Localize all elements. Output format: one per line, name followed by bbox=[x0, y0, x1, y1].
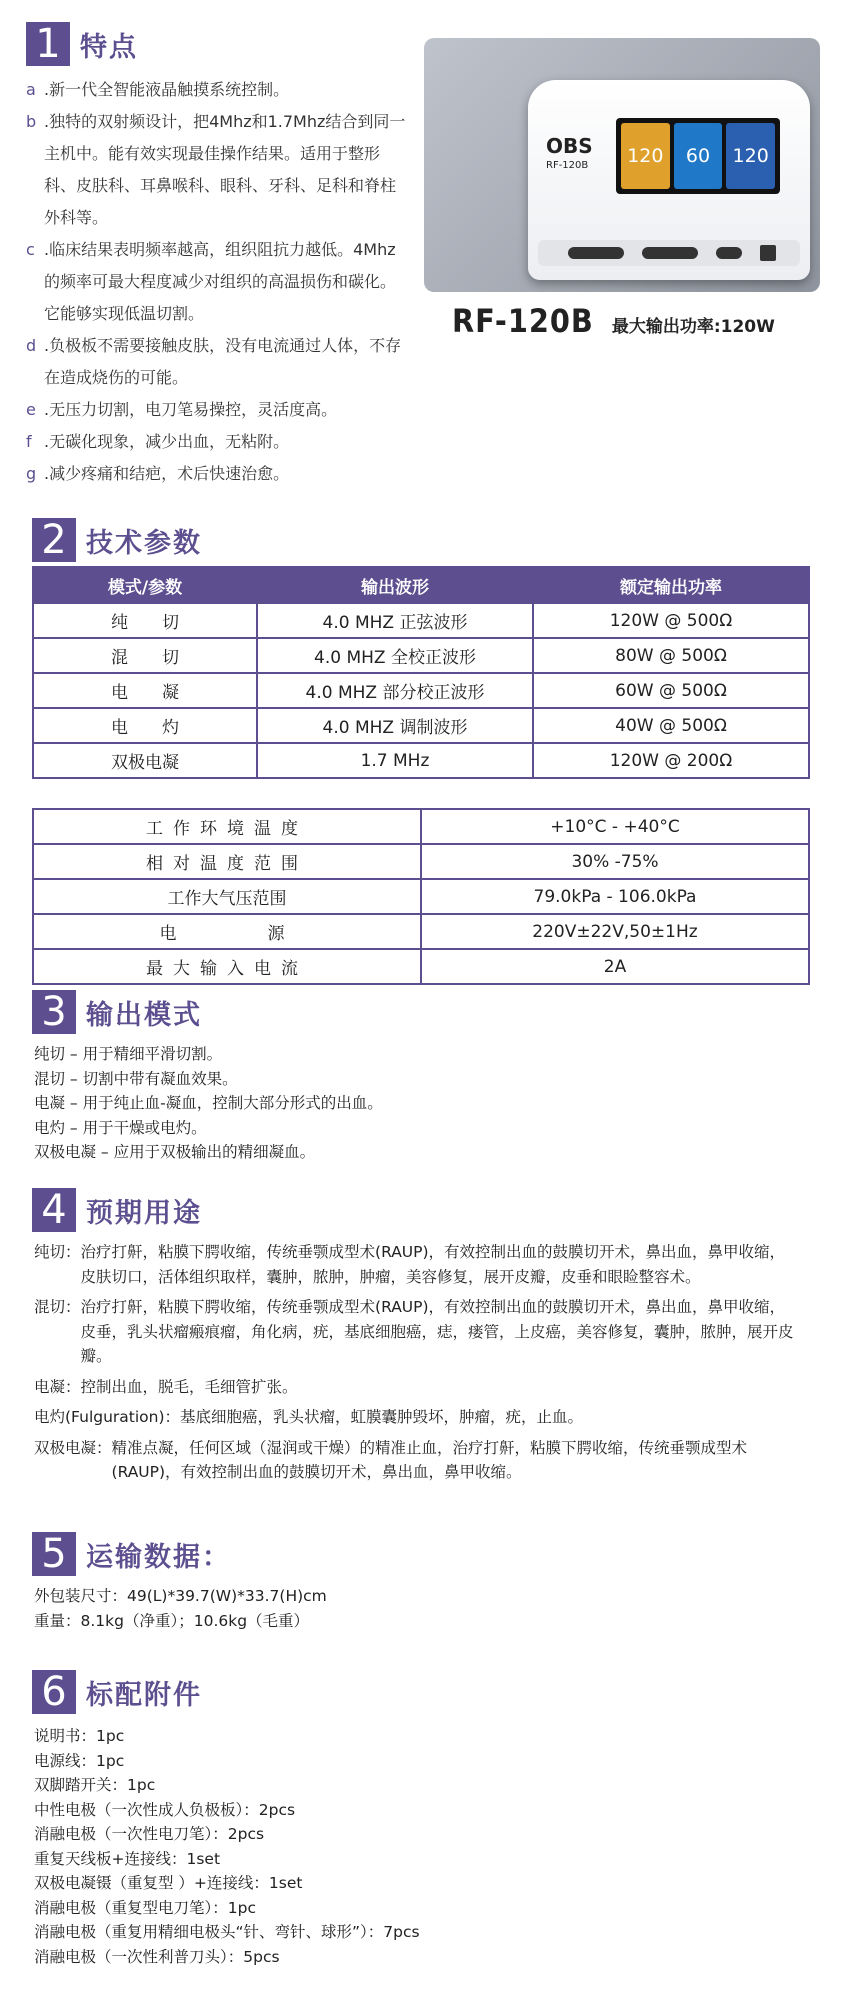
table-cell: 电 灼 bbox=[33, 708, 257, 743]
list-item: 双极电凝镊（重复型 ）+连接线：1set bbox=[34, 1874, 303, 1892]
brand-logo: OBS bbox=[546, 134, 593, 158]
list-item bbox=[34, 1240, 798, 1289]
table-cell: 40W @ 500Ω bbox=[533, 708, 809, 743]
feature-text: .临床结果表明频率越高，组织阻抗力越低。4Mhz的频率可最大程度减少对组织的高温损伤和碳化。它能够实现低温切割。 bbox=[44, 240, 397, 323]
table-cell: 60W @ 500Ω bbox=[533, 673, 809, 708]
section-number: 6 bbox=[32, 1670, 76, 1714]
section-1-header bbox=[26, 22, 138, 66]
use-text: 精准点凝，任何区域（湿润或干燥）的精准止血，治疗打鼾，粘膜下腭收缩，传统垂颚成型术(RAUP)，有效控制出血的鼓膜切开术，鼻出血，鼻甲收缩。 bbox=[111, 1438, 748, 1481]
feature-text: .负极板不需要接触皮肤，没有电流通过人体，不存在造成烧伤的可能。 bbox=[44, 336, 402, 387]
section-number: 1 bbox=[26, 22, 70, 66]
use-label: 纯切： bbox=[34, 1243, 81, 1261]
socket bbox=[716, 247, 742, 259]
table-cell: 电 凝 bbox=[33, 673, 257, 708]
list-item: 重复天线板+连接线：1set bbox=[34, 1849, 221, 1868]
spec-table bbox=[32, 566, 810, 779]
feature-letter: b bbox=[26, 112, 37, 131]
section-6-header bbox=[32, 1670, 202, 1714]
feature-letter: g bbox=[26, 464, 37, 483]
section-number: 5 bbox=[32, 1532, 76, 1576]
transport-data bbox=[34, 1584, 814, 1633]
section-4-header bbox=[32, 1188, 202, 1232]
feature-text: .无压力切割，电刀笔易操控，灵活度高。 bbox=[44, 400, 338, 419]
list-item: 消融电极（重复型电刀笔）：1pc bbox=[34, 1898, 256, 1917]
feature-letter: a bbox=[26, 80, 36, 99]
section-5-header bbox=[32, 1532, 231, 1576]
section-2-header bbox=[32, 518, 202, 562]
column-header: 额定输出功率 bbox=[533, 567, 809, 603]
feature-letter: f bbox=[26, 432, 32, 451]
table-cell: 79.0kPa - 106.0kPa bbox=[421, 879, 809, 914]
screen-value-bipolar: 120 bbox=[726, 123, 775, 189]
use-text: 控制出血，脱毛，毛细管扩张。 bbox=[80, 1377, 298, 1396]
environment-table bbox=[32, 808, 810, 985]
section-title: 技术参数 bbox=[86, 527, 202, 559]
table-row bbox=[33, 603, 809, 638]
table-cell: 120W @ 500Ω bbox=[533, 603, 809, 638]
power-switch bbox=[760, 245, 776, 261]
list-item: 消融电极（重复用精细电极头“针、弯针、球形”）：7pcs bbox=[34, 1923, 420, 1941]
socket bbox=[568, 247, 624, 259]
table-row bbox=[33, 673, 809, 708]
list-item: 双脚踏开关：1pc bbox=[34, 1776, 156, 1794]
feature-list bbox=[26, 74, 406, 490]
use-label: 混切： bbox=[34, 1298, 81, 1316]
max-power: 最大输出功率:120W bbox=[611, 317, 775, 337]
output-mode-list bbox=[34, 1042, 814, 1165]
list-item: 混切 – 切割中带有凝血效果。 bbox=[34, 1069, 238, 1088]
feature-text: .减少疼痛和结疤，术后快速治愈。 bbox=[44, 464, 290, 483]
section-title: 标配附件 bbox=[86, 1679, 202, 1711]
section-number: 3 bbox=[32, 990, 76, 1034]
feature-letter: e bbox=[26, 400, 36, 419]
feature-item bbox=[26, 426, 406, 458]
table-cell: 混 切 bbox=[33, 638, 257, 673]
feature-letter: d bbox=[26, 336, 37, 355]
table-row bbox=[33, 879, 809, 914]
screen-value-cut: 120 bbox=[621, 123, 670, 189]
product-caption bbox=[452, 302, 775, 340]
feature-letter: c bbox=[26, 240, 35, 259]
section-number: 4 bbox=[32, 1188, 76, 1232]
feature-item bbox=[26, 458, 406, 490]
table-cell: 1.7 MHz bbox=[257, 743, 533, 778]
table-cell: 220V±22V,50±1Hz bbox=[421, 914, 809, 949]
feature-text: .无碳化现象，减少出血，无粘附。 bbox=[44, 432, 290, 451]
list-item: 电源线：1pc bbox=[34, 1751, 125, 1770]
table-cell: 4.0 MHZ 全校正波形 bbox=[257, 638, 533, 673]
table-cell: +10°C - +40°C bbox=[421, 809, 809, 844]
use-text: 治疗打鼾，粘膜下腭收缩，传统垂颚成型术(RAUP)，有效控制出血的鼓膜切开术，鼻出血，鼻甲收缩，皮肤切口，活体组织取样，囊肿，脓肿，肿瘤，美容修复，展开皮瓣，皮垂和眼睑整容术。 bbox=[80, 1243, 786, 1286]
list-item: 外包装尺寸：49(L)*39.7(W)*33.7(H)cm bbox=[34, 1587, 327, 1605]
table-cell: 2A bbox=[421, 949, 809, 984]
section-title: 特点 bbox=[80, 31, 138, 63]
list-item: 消融电极（一次性利普刀头）：5pcs bbox=[34, 1947, 280, 1966]
table-row bbox=[33, 914, 809, 949]
accessory-list bbox=[34, 1724, 814, 1969]
device-illustration bbox=[528, 80, 810, 280]
table-row bbox=[33, 844, 809, 879]
list-item: 电凝 – 用于纯止血-凝血，控制大部分形式的出血。 bbox=[34, 1094, 383, 1112]
list-item bbox=[34, 1405, 798, 1430]
list-item: 纯切 – 用于精细平滑切割。 bbox=[34, 1045, 223, 1063]
table-cell: 30% -75% bbox=[421, 844, 809, 879]
screen-value-coag: 60 bbox=[674, 123, 723, 189]
product-photo bbox=[424, 38, 820, 292]
device-front-panel bbox=[538, 240, 800, 266]
table-row bbox=[33, 638, 809, 673]
table-row bbox=[33, 949, 809, 984]
table-row bbox=[33, 809, 809, 844]
list-item: 说明书：1pc bbox=[34, 1727, 125, 1745]
list-item: 双极电凝 – 应用于双极输出的精细凝血。 bbox=[34, 1143, 316, 1161]
column-header: 模式/参数 bbox=[33, 567, 257, 603]
feature-item bbox=[26, 74, 406, 106]
intended-use-list bbox=[34, 1240, 798, 1491]
table-cell: 80W @ 500Ω bbox=[533, 638, 809, 673]
section-title: 输出模式 bbox=[86, 999, 202, 1031]
table-cell: 4.0 MHZ 部分校正波形 bbox=[257, 673, 533, 708]
column-header: 输出波形 bbox=[257, 567, 533, 603]
list-item: 电灼 – 用于干燥或电灼。 bbox=[34, 1118, 207, 1137]
list-item bbox=[34, 1295, 798, 1369]
socket bbox=[642, 247, 698, 259]
table-row bbox=[33, 743, 809, 778]
table-cell: 120W @ 200Ω bbox=[533, 743, 809, 778]
table-cell: 纯 切 bbox=[33, 603, 257, 638]
table-header-row bbox=[33, 567, 809, 603]
feature-text: .新一代全智能液晶触摸系统控制。 bbox=[44, 80, 290, 99]
model-name: RF-120B bbox=[452, 302, 594, 340]
list-item bbox=[34, 1375, 798, 1400]
table-cell: 双极电凝 bbox=[33, 743, 257, 778]
feature-item bbox=[26, 394, 406, 426]
table-row bbox=[33, 708, 809, 743]
use-text: 基底细胞癌，乳头状瘤，虹膜囊肿毁坏，肿瘤，疣，止血。 bbox=[180, 1408, 584, 1426]
list-item: 中性电极（一次性成人负极板）：2pcs bbox=[34, 1800, 296, 1819]
device-screen bbox=[616, 118, 780, 194]
table-cell: 4.0 MHZ 调制波形 bbox=[257, 708, 533, 743]
section-number: 2 bbox=[32, 518, 76, 562]
feature-item bbox=[26, 330, 406, 394]
feature-text: .独特的双射频设计，把4Mhz和1.7Mhz结合到同一主机中。能有效实现最佳操作结果。适用于整形科、皮肤科、耳鼻喉科、眼科、牙科、足科和脊柱外科等。 bbox=[44, 112, 406, 227]
list-item bbox=[34, 1436, 798, 1485]
table-cell: 工作环境温度 bbox=[33, 809, 421, 844]
feature-item bbox=[26, 234, 406, 330]
list-item: 消融电极（一次性电刀笔）：2pcs bbox=[34, 1825, 265, 1843]
feature-item bbox=[26, 106, 406, 234]
device-model-label: RF-120B bbox=[546, 160, 589, 171]
use-label: 电凝： bbox=[34, 1377, 81, 1396]
table-cell: 相对温度范围 bbox=[33, 844, 421, 879]
section-3-header bbox=[32, 990, 202, 1034]
table-cell: 4.0 MHZ 正弦波形 bbox=[257, 603, 533, 638]
section-title: 运输数据： bbox=[86, 1541, 231, 1573]
list-item: 重量：8.1kg（净重）；10.6kg（毛重） bbox=[34, 1611, 310, 1630]
table-cell: 工作大气压范围 bbox=[33, 879, 421, 914]
use-label: 双极电凝： bbox=[34, 1438, 112, 1457]
use-label: 电灼(Fulguration)： bbox=[34, 1408, 181, 1426]
table-cell: 电 源 bbox=[33, 914, 421, 949]
use-text: 治疗打鼾，粘膜下腭收缩，传统垂颚成型术(RAUP)，有效控制出血的鼓膜切开术，鼻出血，鼻甲收缩，皮垂，乳头状瘤瘢痕瘤，角化病，疣，基底细胞癌，痣，瘘管，上皮癌，美容修复，囊肿，脓肿，展开皮瓣。 bbox=[80, 1298, 794, 1365]
table-cell: 最大输入电流 bbox=[33, 949, 421, 984]
section-title: 预期用途 bbox=[86, 1197, 202, 1229]
